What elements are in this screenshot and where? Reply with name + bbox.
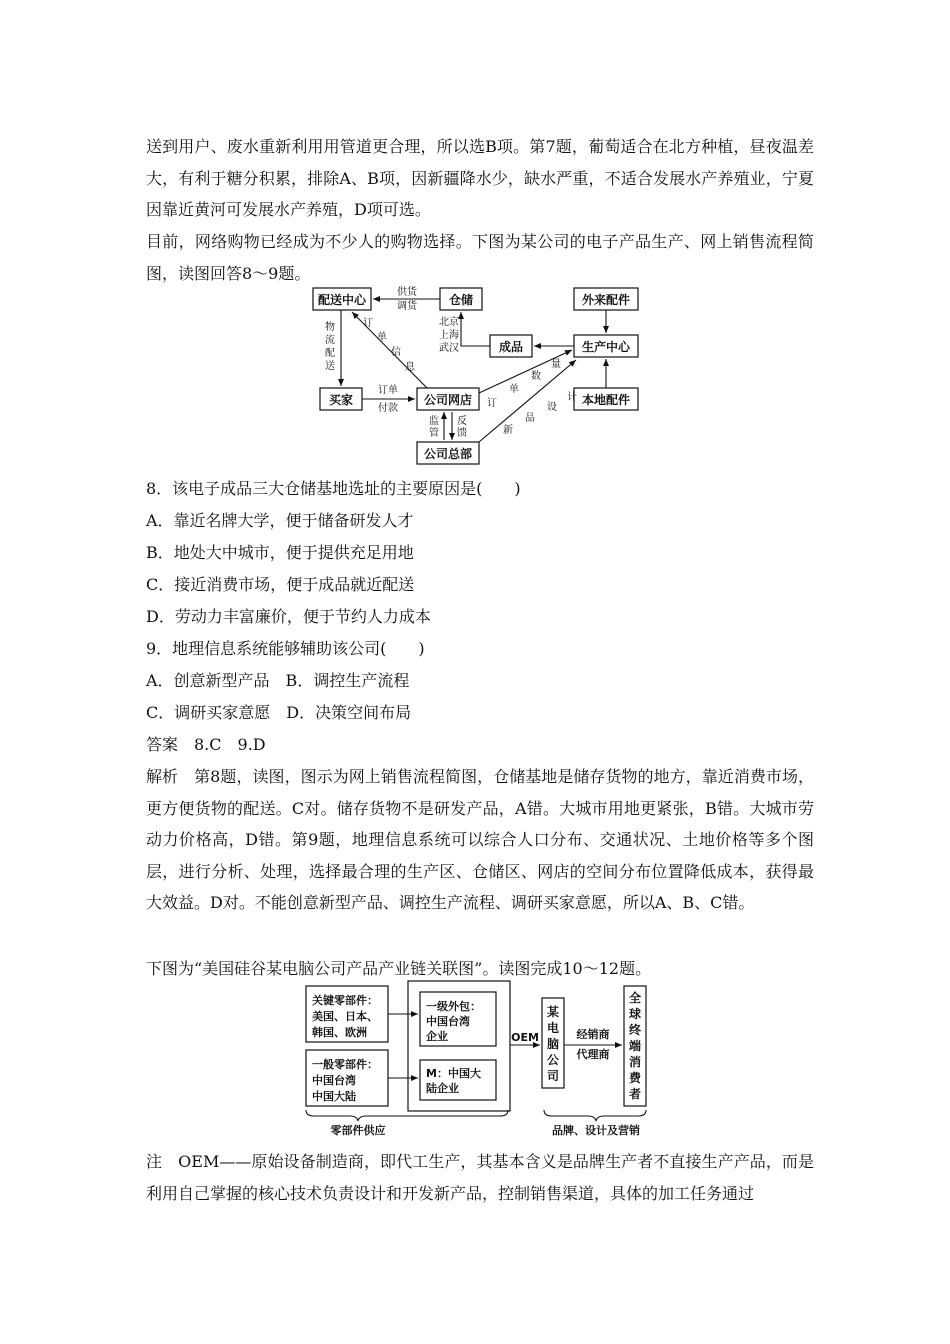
company-char-5: 司 — [546, 1069, 560, 1083]
brace-parts-supply — [306, 1110, 508, 1121]
box-external-parts: 外来配件 — [581, 293, 631, 307]
consumer-char-6: 费 — [628, 1071, 642, 1085]
answer-line: 答案 8.C 9.D — [146, 735, 266, 754]
consumer-char-1: 全 — [628, 991, 642, 1005]
label-parts-supply: 零部件供应 — [330, 1124, 386, 1137]
note-paragraph: 注 OEM——原始设备制造商，即代工生产，其基本含义是品牌生产者不直接生产产品，而是利用自己掌握的核心技术负责设计和开发新产品，控制销售渠道，具体的加工任务通过 — [146, 1152, 814, 1203]
label-order: 订单 — [378, 385, 398, 396]
question-9: 9．地理信息系统能够辅助该公司( ) — [146, 639, 425, 658]
label-order-info-4: 息 — [405, 362, 415, 373]
box-local-parts: 本地配件 — [581, 393, 631, 407]
label-order-info-3: 信 — [391, 347, 401, 358]
label-city-beijing: 北京 — [439, 317, 459, 328]
label-supervise-2: 管 — [429, 428, 439, 439]
label-order-info-1: 订 — [363, 318, 373, 329]
label-feedback-2: 馈 — [457, 428, 467, 439]
label-city-wuhan: 武汉 — [439, 343, 459, 354]
question-8-option-d: D．劳动力丰富廉价，便于节约人力成本 — [146, 607, 431, 626]
box-online-store: 公司网店 — [423, 393, 473, 407]
label-supply: 供货 — [397, 287, 417, 298]
label-new-design-3: 品 — [525, 413, 535, 424]
consumer-char-2: 球 — [628, 1007, 642, 1021]
box-buyer: 买家 — [328, 393, 354, 407]
label-dispatch: 调货 — [397, 301, 417, 312]
label-order-qty-3: 数 — [531, 371, 541, 382]
analysis-paragraph: 解析 第8题，读图，图示为网上销售流程简图，仓储基地是储存货物的地方，靠近消费市场，更方便货物的配送。C对。储存货物不是研发产品，A错。大城市用地更紧张，B错。大城市劳动力价格高，D错。第9题，地理信息系统可以综合人口分布、交通状况、土地价格等多个图层，进行分析、处理，选择最合理的生产区、仓储区、网店的空间分布位置降低成本，获得最大效益。D对。不能创意新型产品、调控生产流程、调研买家意愿，所以A、B、C错。 — [146, 767, 814, 912]
label-new-design-1: 计 — [567, 392, 577, 403]
box-warehouse: 仓储 — [448, 293, 474, 307]
label-dealer: 经销商 — [576, 1028, 610, 1041]
label-supervise-1: 监 — [429, 416, 439, 427]
label-city-shanghai: 上海 — [439, 330, 459, 341]
label-order-info-2: 单 — [377, 332, 387, 343]
box-headquarters: 公司总部 — [423, 447, 473, 461]
key-parts-line-3: 韩国、欧洲 — [312, 1026, 367, 1039]
company-char-1: 某 — [546, 1005, 560, 1019]
label-order-qty-1: 订 — [487, 398, 497, 409]
general-parts-line-3: 中国大陆 — [312, 1090, 356, 1103]
label-order-qty-2: 单 — [509, 384, 519, 395]
box-distribution-center: 配送中心 — [317, 293, 367, 307]
consumer-char-5: 消 — [628, 1055, 642, 1069]
label-order-qty-4: 量 — [551, 359, 561, 370]
flow-diagram-ecommerce — [300, 282, 660, 468]
label-agent: 代理商 — [576, 1048, 610, 1061]
label-payment: 付款 — [378, 403, 398, 414]
label-logistics-1: 物 — [325, 322, 335, 333]
mainland-enterprise-line-1: M：中国大 — [426, 1067, 481, 1080]
brace-brand-marketing — [544, 1110, 646, 1121]
subcontract-line-1: 一级外包： — [426, 1000, 481, 1013]
company-char-3: 脑 — [546, 1037, 560, 1051]
general-parts-line-1: 一般零部件： — [312, 1058, 378, 1071]
question-9-options-cd: C．调研买家意愿 D．决策空间布局 — [146, 703, 412, 722]
subcontract-line-3: 企业 — [426, 1030, 448, 1043]
label-brand-marketing: 品牌、设计及营销 — [552, 1124, 640, 1137]
box-finished-products: 成品 — [498, 340, 524, 354]
paragraph-intro-8-9: 目前，网络购物已经成为不少人的购物选择。下图为某公司的电子产品生产、网上销售流程简图，读图回答8～9题。 — [146, 232, 814, 283]
question-8-option-c: C．接近消费市场，便于成品就近配送 — [146, 575, 415, 594]
label-logistics-3: 配 — [325, 348, 335, 359]
label-logistics-4: 送 — [325, 361, 335, 372]
subcontract-line-2: 中国台湾 — [426, 1015, 470, 1028]
paragraph-intro-10-12: 下图为“美国硅谷某电脑公司产品产业链关联图”。读图完成10～12题。 — [146, 959, 652, 978]
key-parts-line-2: 美国、日本、 — [312, 1010, 378, 1023]
label-new-design-2: 设 — [547, 402, 557, 413]
mainland-enterprise-line-2: 陆企业 — [426, 1082, 459, 1095]
consumer-char-4: 端 — [628, 1039, 642, 1053]
arrow-products-to-warehouse — [461, 312, 490, 346]
company-char-4: 公 — [546, 1053, 560, 1067]
question-8: 8．该电子成品三大仓储基地选址的主要原因是( ) — [146, 479, 521, 498]
label-feedback-1: 反 — [457, 416, 467, 427]
industry-chain-diagram — [300, 978, 670, 1140]
question-8-option-b: B．地处大中城市，便于提供充足用地 — [146, 543, 414, 562]
question-9-options-ab: A．创意新型产品 B．调控生产流程 — [146, 671, 410, 690]
paragraph-continuation: 送到用户、废水重新利用用管道更合理，所以选B项。第7题，葡萄适合在北方种植，昼夜温差大，有利于糖分积累，排除A、B项，因新疆降水少，缺水严重，不适合发展水产养殖业，宁夏因靠近黄河可发展水产养殖，D项可选。 — [146, 137, 814, 219]
general-parts-line-2: 中国台湾 — [312, 1074, 356, 1087]
consumer-char-7: 者 — [628, 1087, 642, 1101]
consumer-char-3: 终 — [628, 1023, 642, 1037]
label-new-design-4: 新 — [503, 425, 513, 436]
label-logistics-2: 流 — [325, 335, 335, 346]
box-production-center: 生产中心 — [581, 340, 631, 354]
company-char-2: 电 — [546, 1021, 560, 1035]
key-parts-line-1: 关键零部件： — [312, 994, 378, 1007]
label-oem: OEM — [511, 1031, 539, 1044]
question-8-option-a: A．靠近名牌大学，便于储备研发人才 — [146, 511, 414, 530]
